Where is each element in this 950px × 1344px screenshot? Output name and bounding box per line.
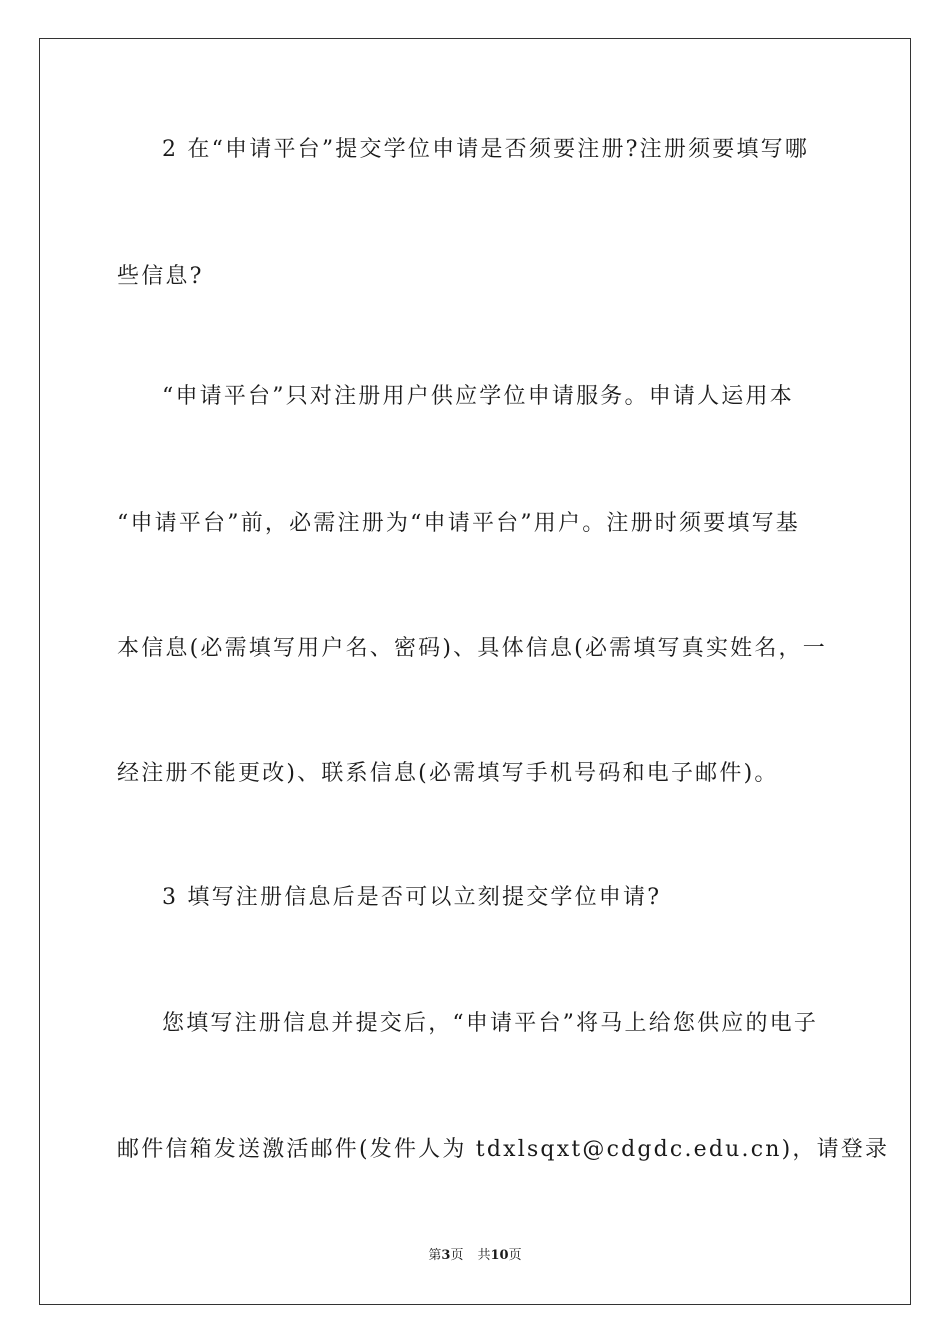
answer-2-line-3: 本信息(必需填写用户名、密码)、具体信息(必需填写真实姓名，一: [117, 636, 827, 661]
question-2-line-2: 些信息?: [117, 264, 204, 289]
page-prefix: 第: [428, 1248, 442, 1263]
total-suffix: 页: [508, 1248, 522, 1263]
answer-3-line-1: 您填写注册信息并提交后，“申请平台”将马上给您供应的电子: [162, 1011, 819, 1036]
answer-2-line-2: “申请平台”前，必需注册为“申请平台”用户。注册时须要填写基: [117, 511, 800, 536]
total-prefix: 共: [477, 1248, 491, 1263]
answer-3-line-2: 邮件信箱发送激活邮件(发件人为 tdxlsqxt@cdgdc.edu.cn)，请登录: [117, 1137, 890, 1162]
page-border: [39, 38, 911, 1305]
page-suffix: 页: [450, 1248, 464, 1263]
answer-2-line-4: 经注册不能更改)、联系信息(必需填写手机号码和电子邮件)。: [117, 761, 779, 786]
question-3-line-1: 3 填写注册信息后是否可以立刻提交学位申请?: [162, 885, 662, 910]
total-pages: 10: [490, 1248, 509, 1263]
answer-2-line-1: “申请平台”只对注册用户供应学位申请服务。申请人运用本: [162, 384, 794, 409]
page-footer: [0, 1247, 950, 1265]
question-2-line-1: 2 在“申请平台”提交学位申请是否须要注册?注册须要填写哪: [162, 137, 810, 162]
page-number: 3: [441, 1248, 451, 1263]
